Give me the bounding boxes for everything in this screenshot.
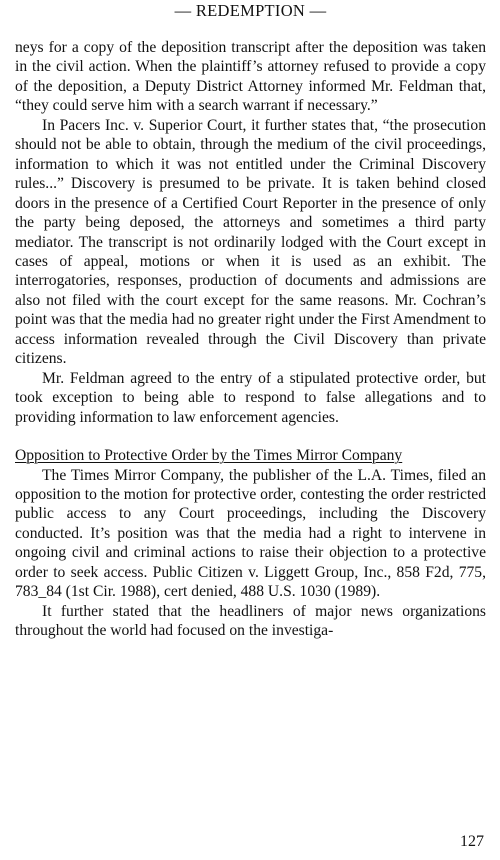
page-number: 127 bbox=[460, 833, 484, 850]
paragraph-times-mirror: The Times Mirror Company, the publisher of the L.A. Times, filed an opposition to the motion for protective order, contesting the order restricted public access to any Court proceedings, including the Discovery conducted. It’s position was that the media had a right to intervene in ongoing civil and criminal actions to raise their objection to a protective order to seek access. Public Citizen v. Liggett Group, Inc., 858 F2d, 775, 783_84 (1st Cir. 1988), cert denied, 488 U.S. 1030 (1989). bbox=[15, 466, 486, 601]
paragraph-pacers: In Pacers Inc. v. Superior Court, it further states that, “the prosecution should not be able to obtain, through the medium of the civil proceedings, information to which it was not entitled under the Criminal Discovery rules...” Discovery is presumed to be private. It is taken behind closed doors in the presence of a Certified Court Reporter in the presence of only the party being deposed, the attorneys and sometimes a third party mediator. The transcript is not ordinarily lodged with the Court except in cases of appeal, motions or when it is used as an exhibit. The interrogatories, responses, production of documents and admissions are also not filed with the court except for the same reasons. Mr. Cochran’s point was that the media had no greater right under the First Amendment to access information revealed through the Civil Discovery than private citizens. bbox=[15, 116, 486, 368]
section-heading: Opposition to Protective Order by the Times Mirror Company bbox=[15, 447, 403, 465]
section-spacer bbox=[15, 427, 486, 446]
paragraph-continued: neys for a copy of the deposition transcript after the deposition was taken in the civil action. When the plaintiff’s attorney refused to provide a copy of the deposition, a Deputy District Attorney informed Mr. Feldman that, “they could serve him with a search warrant if necessary.” bbox=[15, 39, 486, 115]
body-text bbox=[15, 38, 486, 641]
running-head: — REDEMPTION — bbox=[174, 1, 327, 20]
paragraph-headliners: It further stated that the headliners of major news organizations throughout the world had focused on the investiga- bbox=[15, 602, 486, 640]
paragraph-feldman: Mr. Feldman agreed to the entry of a stipulated protective order, but took exception to being able to respond to false allegations and to providing information to law enforcement agencies. bbox=[15, 369, 486, 426]
